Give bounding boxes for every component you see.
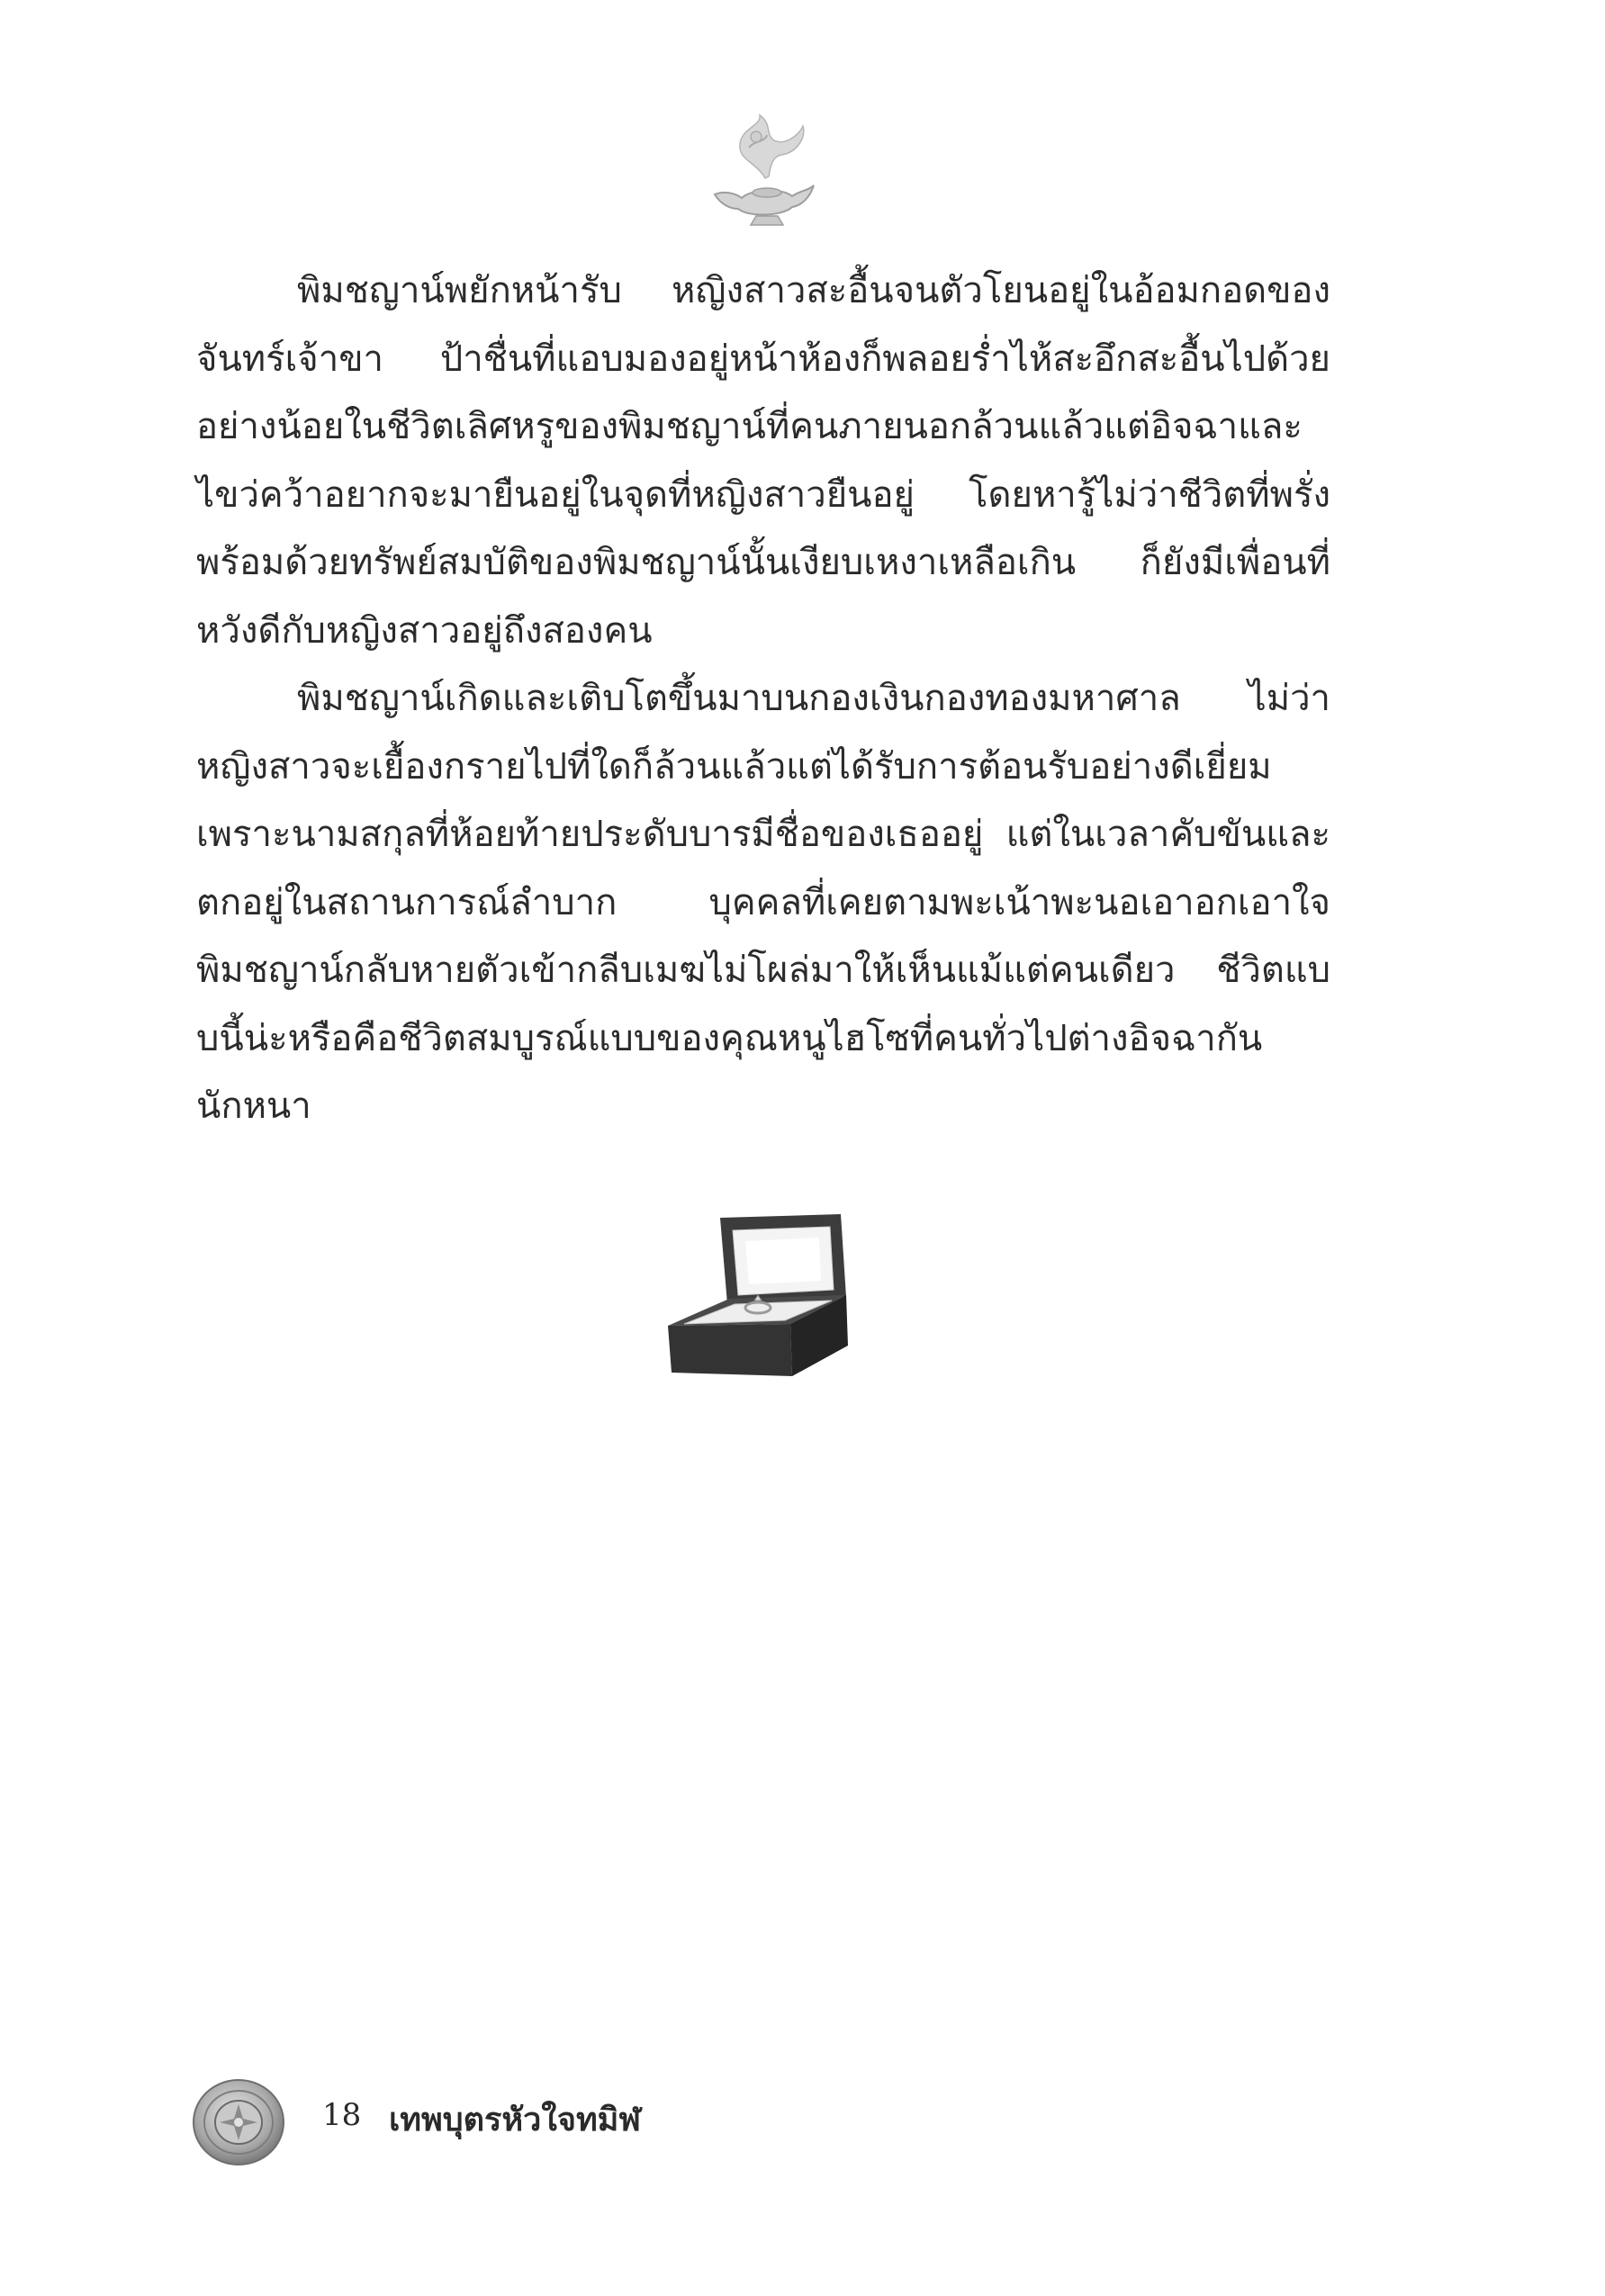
body-text bbox=[196, 257, 1330, 1141]
genie-lamp-icon bbox=[702, 108, 819, 234]
page-footer bbox=[189, 2070, 819, 2169]
paragraph: พิมชญาน์พยักหน้ารับ หญิงสาวสะอื้นจนตัวโยนอยู่ในอ้อมกอดของจันทร์เจ้าขา ป้าชื่นที่แอบมองอยู่หน้าห้องก็พลอยร่ำไห้สะอึกสะอื้นไปด้วย อย่างน้อยในชีวิตเลิศหรูของพิมชญาน์ที่คนภายนอกล้วนแล้วแต่อิจฉาและไขว่คว้าอยากจะมายืนอยู่ในจุดที่หญิงสาวยืนอยู่ โดยหารู้ไม่ว่าชีวิตที่พรั่งพร้อมด้วยทรัพย์สมบัติของพิมชญาน์นั้นเงียบเหงาเหลือเกิน ก็ยังมีเพื่อนที่หวังดีกับหญิงสาวอยู่ถึงสองคน bbox=[196, 270, 1330, 652]
emblem-icon bbox=[189, 2070, 288, 2169]
book-title: เทพบุตรหัวใจทมิฬ bbox=[389, 2102, 642, 2138]
ring-box-icon bbox=[664, 1211, 853, 1382]
paragraph: พิมชญาน์เกิดและเติบโตขึ้นมาบนกองเงินกองทองมหาศาล ไม่ว่าหญิงสาวจะเยื้องกรายไปที่ใดก็ล้วนแล้วแต่ได้รับการต้อนรับอย่างดีเยี่ยม เพราะนามสกุลที่ห้อยท้ายประดับบารมีชื่อของเธออยู่ แต่ในเวลาคับขันและตกอยู่ในสถานการณ์ลำบาก บุคคลที่เคยตามพะเน้าพะนอเอาอกเอาใจพิมชญาน์กลับหายตัวเข้ากลีบเมฆไม่โผล่มาให้เห็นแม้แต่คนเดียว ชีวิตแบบนี้น่ะหรือคือชีวิตสมบูรณ์แบบของคุณหนูไฮโซที่คนทั่วไปต่างอิจฉากันนักหนา bbox=[196, 678, 1330, 1127]
page-number: 18 bbox=[322, 2097, 362, 2133]
